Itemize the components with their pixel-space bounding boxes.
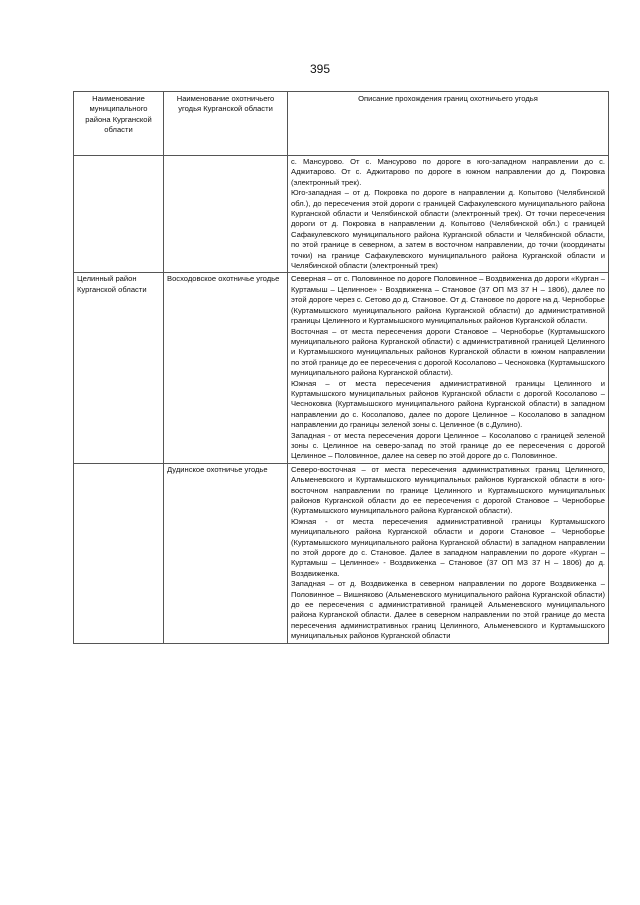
hunting-area-cell: Дудинское охотничье угодье <box>164 463 288 643</box>
boundary-paragraph: Южная – от места пересечения административной границы Целинного и Куртамышского муниципальных районов Курганской области с дорогой Косолапово – Чесноковка (Куртамышского муниципального района Курганской области) в западном направлении до с. Косолапово, далее по дороге Целинное – Косолапово в западном направлении до границы зеленой зоны с. Целинное (в с.Дулино). <box>291 378 605 430</box>
page-number: 395 <box>309 62 331 76</box>
district-cell <box>74 156 164 273</box>
table-header-row <box>74 92 609 156</box>
table-row <box>74 273 609 463</box>
header-district: Наименование муниципального района Курганской области <box>74 92 164 156</box>
hunting-grounds-table <box>73 91 609 644</box>
district-cell: Целинный район Курганской области <box>74 273 164 463</box>
hunting-area-cell: Восходовское охотничье угодье <box>164 273 288 463</box>
header-hunting-area: Наименование охотничьего угодья Курганской области <box>164 92 288 156</box>
boundary-paragraph: Западная – от д. Воздвиженка в северном направлении по дороге Воздвиженка – Половинное – Вишняково (Альменевского муниципального района Курганской области) до ее пересечения с административной границей Альменевского муниципального района Курганской области. Далее в северном направлении по этой границе до места пересечения административных границ Целинного, Альменевского и Куртамышского муниципальных районов Курганской области <box>291 579 605 641</box>
boundary-paragraph: Восточная – от места пересечения дороги Становое – Черноборье (Куртамышского муниципального района Курганской области) с административной границей Целинного и Куртамышского муниципальных районов Курганской области в южном направлении по этой границе до ее пересечения с дорогой Косолапово – Чесноковка (Куртамышского муниципального района Курганской области). <box>291 326 605 378</box>
header-boundary-description: Описание прохождения границ охотничьего угодья <box>288 92 609 156</box>
boundary-paragraph: Северо-восточная – от места пересечения административных границ Целинного, Альменевского и Куртамышского муниципальных районов Курганской области в юго-восточном направлении по границе Целинного и Куртамышского муниципальных районов Курганской области до ее пересечения с дорогой Становое – Черноборье (Куртамышского муниципального района Курганской области). <box>291 464 605 516</box>
hunting-area-cell <box>164 156 288 273</box>
table-row <box>74 463 609 643</box>
boundary-description-cell <box>288 463 609 643</box>
boundary-paragraph: с. Мансурово. От с. Мансурово по дороге в юго-западном направлении до с. Аджитарово. От с. Аджитарово по дороге в южном направлении до д. Покровка (электронный трек). <box>291 157 605 187</box>
boundary-paragraph: Западная - от места пересечения дороги Целинное – Косолапово с границей зеленой зоны с. Целинное на северо-запад по этой границе до ее пересечения с дорогой Целинное – Половинное, далее на север по этой дороге до с. Половинное. <box>291 430 605 461</box>
boundary-paragraph: Северная – от с. Половинное по дороге Половинное – Воздвиженка до дороги «Курган – Куртамыш – Целинное» - Воздвиженка – Становое (37 ОП МЗ 37 Н – 1806), далее по этой дороге через с. Сетово до д. Становое. От д. Становое по дороге на д. Черноборье (Куртамышского муниципального района Курганской области) до административной границы Целинного и Куртамышского муниципальных районов Курганской области. <box>291 274 605 326</box>
boundary-paragraph: Юго-западная – от д. Покровка по дороге в направлении д. Копытово (Челябинской обл.), до пересечения этой дороги с границей Сафакулевского муниципального района Курганской области и Челябинской области (электронный трек). От точки пересечения дороги от д. Покровка в направлении д. Копытово (Челябинской обл.) с границей Сафакулевского муниципального района Курганской области и Челябинской области, по этой границе в северном, а затем в восточном направлении, до точки (координаты точки) на границе Сафакулевского муниципального района Курганской области и Челябинской области (электронный трек) <box>291 188 605 271</box>
boundary-description-cell <box>288 273 609 463</box>
boundary-description-cell <box>288 156 609 273</box>
table-row <box>74 156 609 273</box>
district-cell <box>74 463 164 643</box>
boundary-paragraph: Южная - от места пересечения административной границы Куртамышского муниципального района Курганской области и дороги Становое – Черноборье (Куртамышского муниципального района Курганской области) в западном направлении по этой дороге до с. Становое. Далее в западном направлении по дороге «Курган – Куртамыш – Целинное» - Воздвиженка – Становое (37 ОП МЗ 37 Н – 1806) до д. Воздвиженка. <box>291 516 605 578</box>
